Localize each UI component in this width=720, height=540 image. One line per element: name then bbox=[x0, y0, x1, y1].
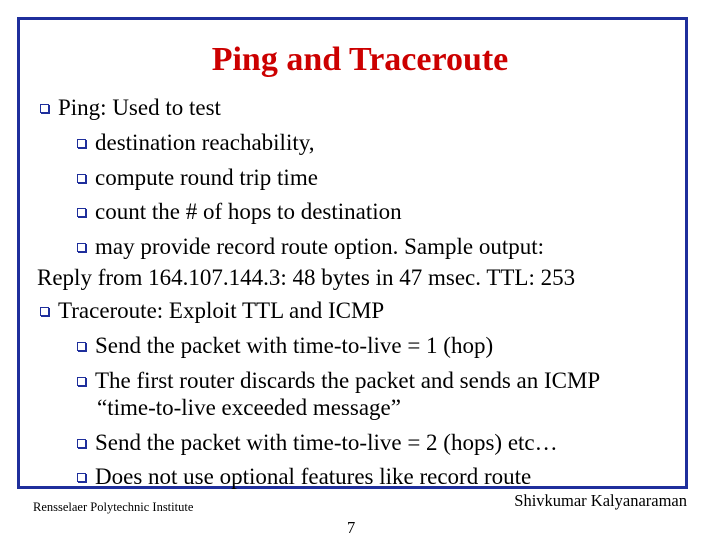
footer-author: Shivkumar Kalyanaraman bbox=[514, 491, 687, 510]
square-bullet-icon bbox=[77, 139, 86, 148]
bullet-item: Ping: Used to test bbox=[40, 94, 221, 122]
square-bullet-icon bbox=[77, 377, 86, 386]
sub-bullet-item: Send the packet with time-to-live = 1 (hop) bbox=[77, 332, 493, 360]
sub-bullet-item: destination reachability, bbox=[77, 129, 315, 157]
square-bullet-icon bbox=[77, 473, 86, 482]
square-bullet-icon bbox=[40, 307, 49, 316]
square-bullet-icon bbox=[77, 439, 86, 448]
sub-bullet-item: count the # of hops to destination bbox=[77, 198, 402, 226]
page-number: 7 bbox=[347, 518, 356, 537]
square-bullet-icon bbox=[77, 342, 86, 351]
sub-bullet-item: Does not use optional features like record route bbox=[77, 463, 531, 491]
square-bullet-icon bbox=[40, 104, 49, 113]
bullet-item: Traceroute: Exploit TTL and ICMP bbox=[40, 297, 384, 325]
slide-title: Ping and Traceroute bbox=[211, 41, 509, 78]
square-bullet-icon bbox=[77, 208, 86, 217]
sample-output-line: Reply from 164.107.144.3: 48 bytes in 47 msec. TTL: 253 bbox=[37, 265, 576, 290]
square-bullet-icon bbox=[77, 174, 86, 183]
sub-bullet-item: may provide record route option. Sample output: bbox=[77, 233, 544, 261]
square-bullet-icon bbox=[77, 243, 86, 252]
sub-bullet-item: compute round trip time bbox=[77, 164, 318, 192]
footer-institution: Rensselaer Polytechnic Institute bbox=[33, 500, 194, 514]
sub-bullet-item: Send the packet with time-to-live = 2 (hops) etc… bbox=[77, 429, 558, 457]
continuation-line: “time-to-live exceeded message” bbox=[97, 395, 401, 420]
sub-bullet-item: The first router discards the packet and sends an ICMP bbox=[77, 367, 600, 395]
